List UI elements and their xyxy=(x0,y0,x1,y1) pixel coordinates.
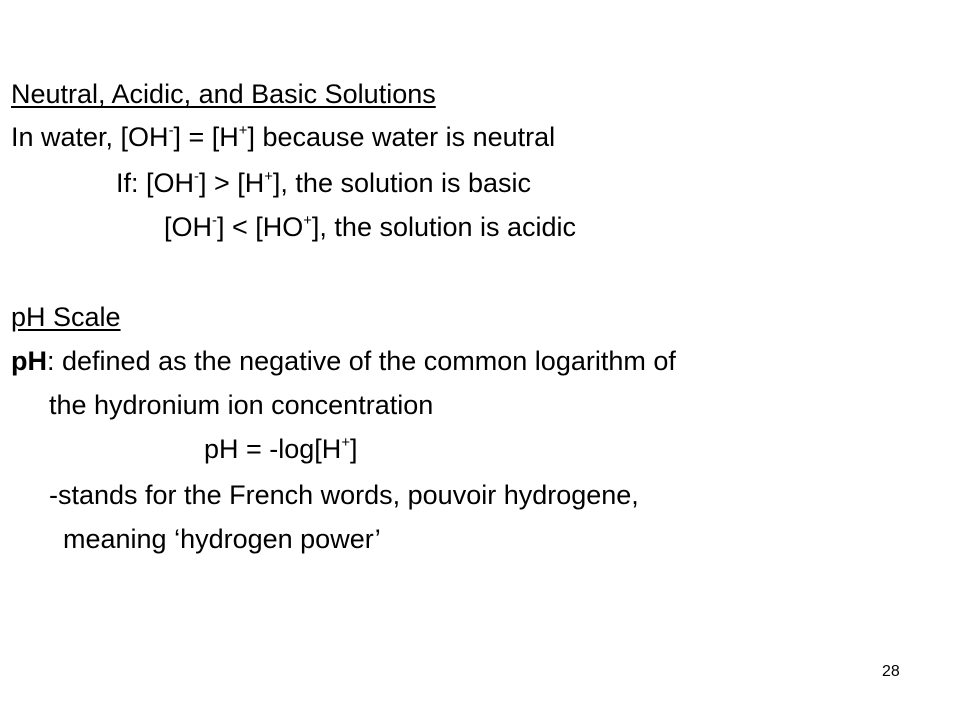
text-part: ] xyxy=(349,434,358,464)
text-part: ], the solution is basic xyxy=(272,168,532,198)
acidic-condition-line xyxy=(164,214,576,241)
superscript: + xyxy=(303,212,312,229)
text-part: [OH xyxy=(164,212,213,242)
water-neutral-line xyxy=(11,124,555,151)
text-part: ] because water is neutral xyxy=(247,122,556,152)
text-part: ] < [HO xyxy=(216,212,304,242)
ph-meaning-note: meaning ‘hydrogen power’ xyxy=(63,524,381,554)
section-heading-solutions: Neutral, Acidic, and Basic Solutions xyxy=(11,79,436,109)
text-part: pH = -log[H xyxy=(204,434,342,464)
ph-term: pH xyxy=(11,346,47,376)
page-number: 28 xyxy=(882,663,900,680)
text-part: : defined as the negative of the common logarithm of xyxy=(47,346,676,376)
ph-formula xyxy=(204,436,358,463)
text-part: ] = [H xyxy=(173,122,239,152)
superscript: - xyxy=(168,122,174,139)
ph-definition-continuation: the hydronium ion concentration xyxy=(49,390,434,420)
section-heading-ph-scale: pH Scale xyxy=(11,302,121,332)
basic-condition-line xyxy=(116,170,531,197)
text-part: ] > [H xyxy=(198,168,265,198)
text-part: In water, [OH xyxy=(11,122,169,152)
superscript: - xyxy=(212,212,217,229)
superscript: + xyxy=(238,122,248,139)
ph-origin-note: -stands for the French words, pouvoir hydrogene, xyxy=(49,480,639,510)
superscript: + xyxy=(264,168,273,185)
superscript: + xyxy=(341,434,350,451)
text-part: ], the solution is acidic xyxy=(311,212,577,242)
superscript: - xyxy=(194,168,199,185)
text-part: If: [OH xyxy=(116,168,195,198)
ph-definition-line xyxy=(11,348,676,375)
